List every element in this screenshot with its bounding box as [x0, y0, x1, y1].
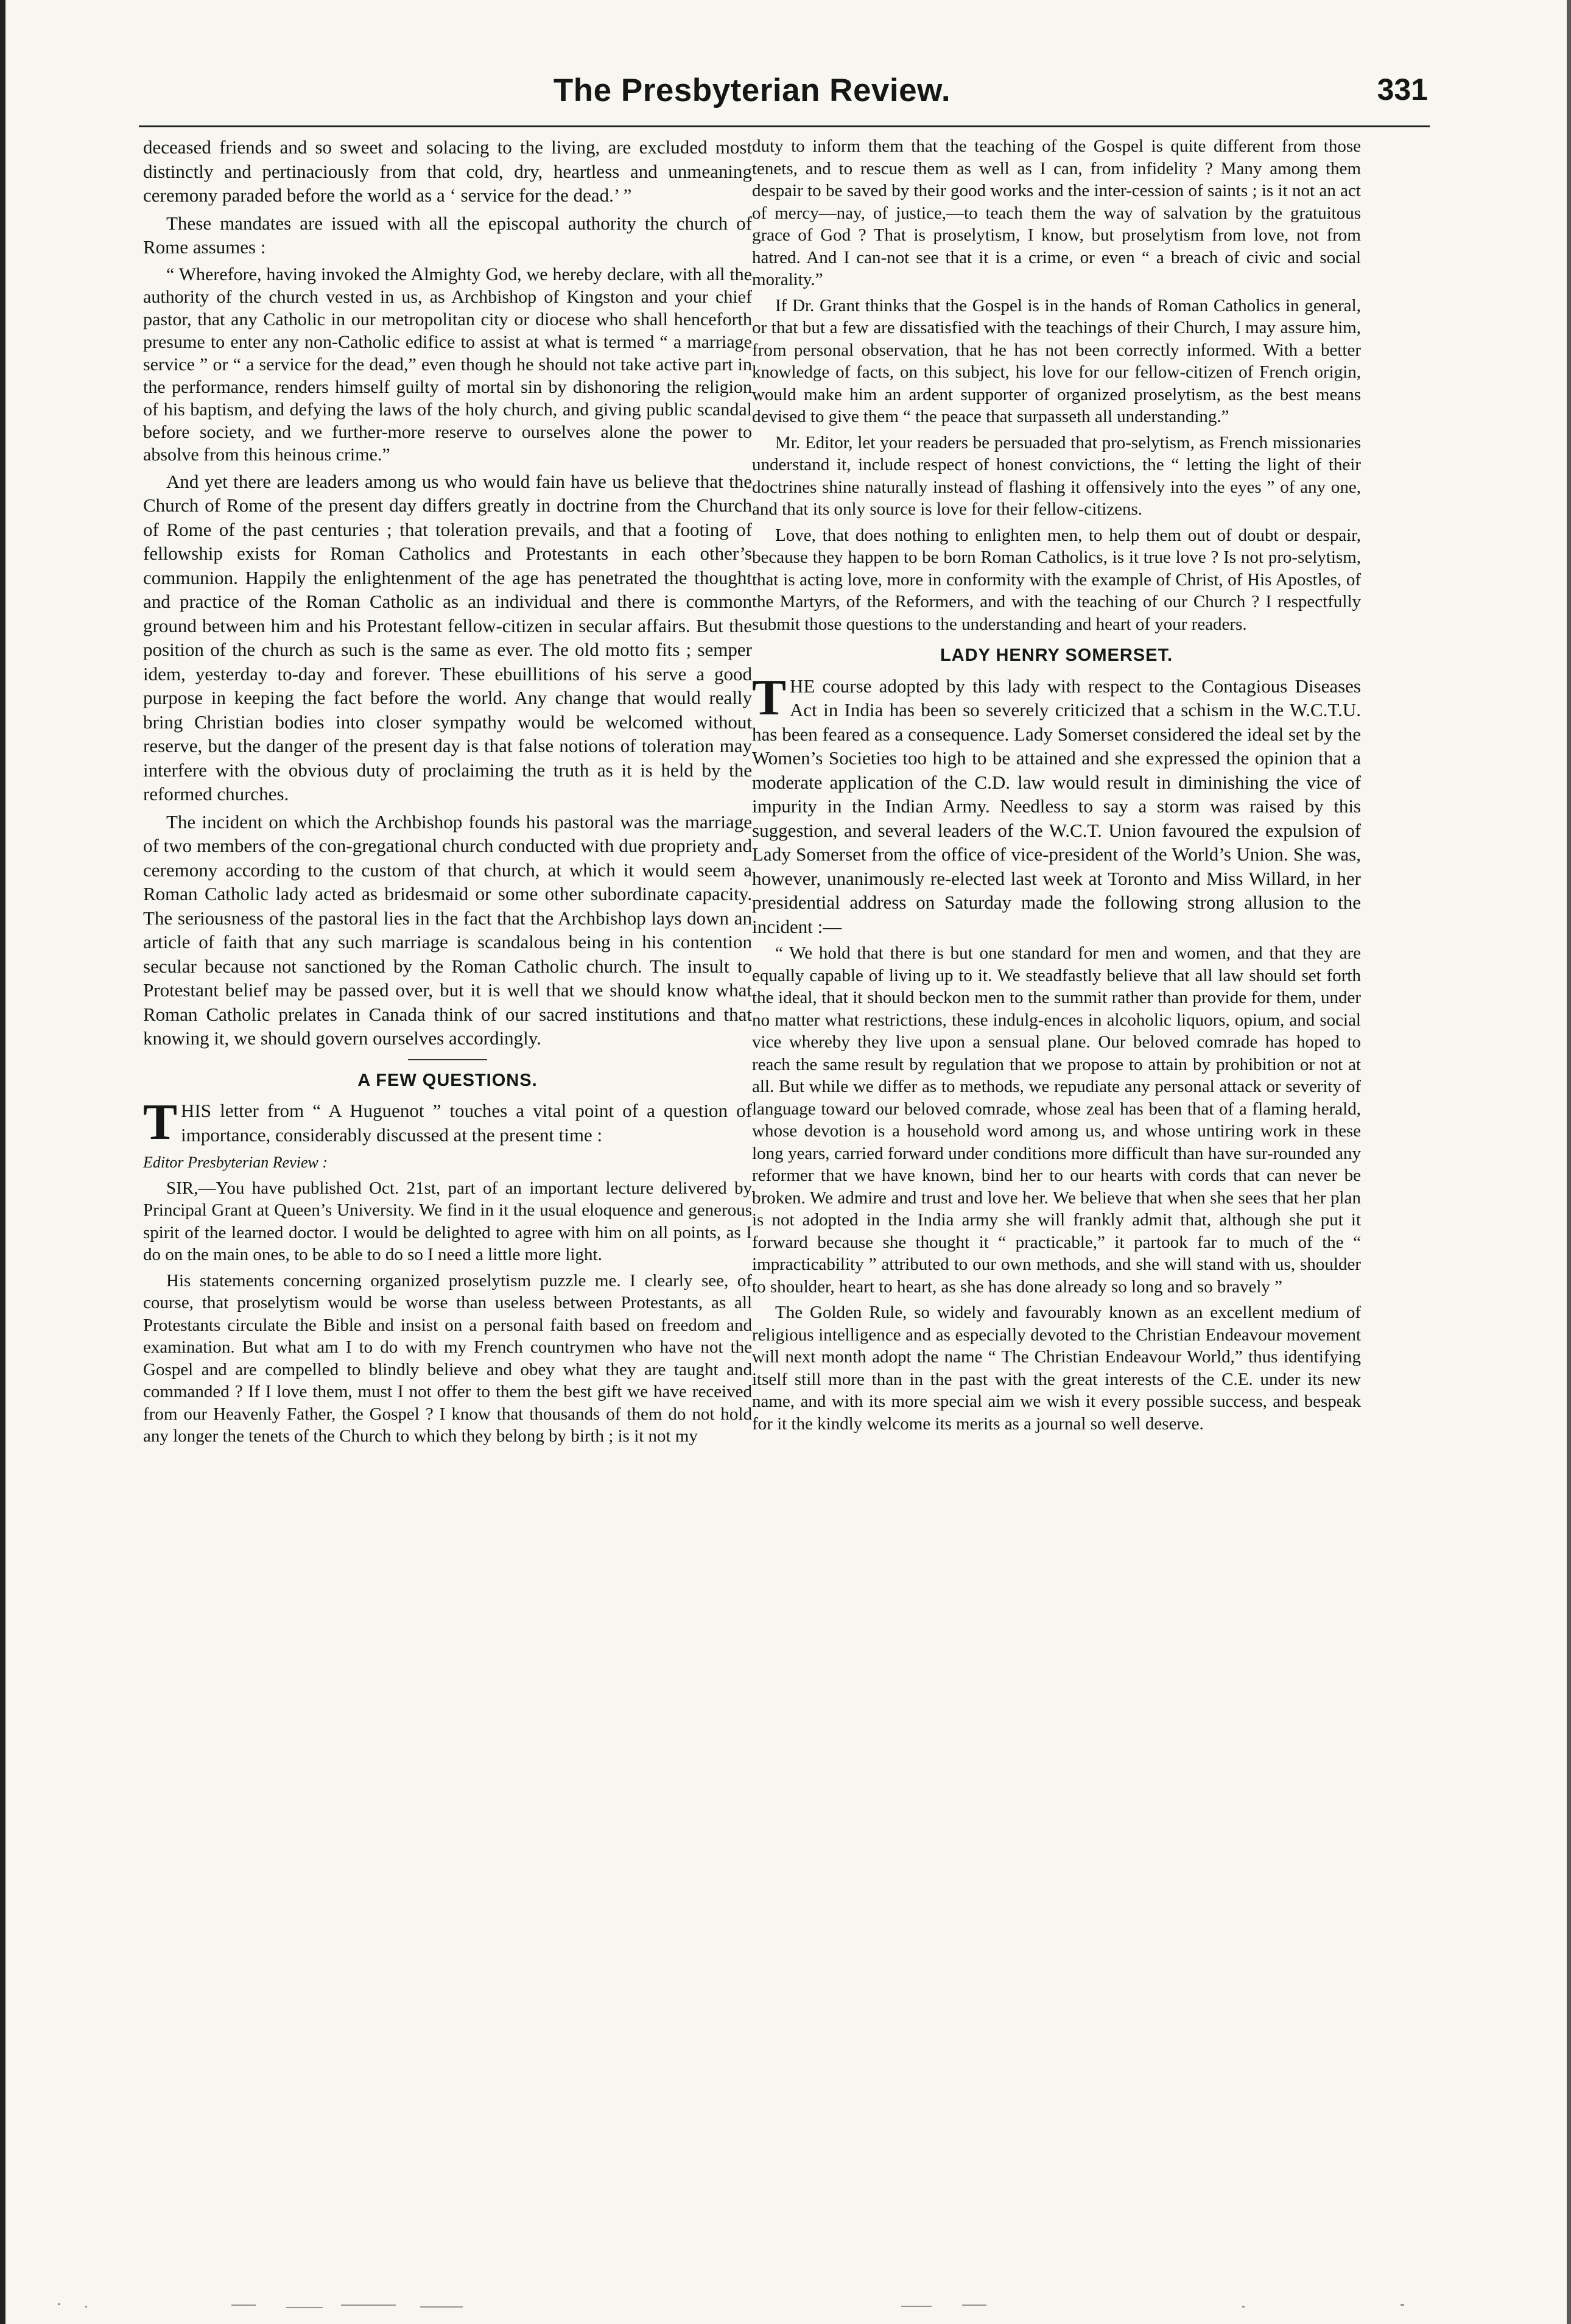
paragraph: deceased friends and so sweet and solacing to the living, are excluded most distinctly and pertinaciously from that cold, dry, heartless and unmeaning ceremony paraded before the world as a ‘ service for the dead.’ ”: [143, 136, 752, 206]
section-intro: HIS letter from “ A Huguenot ” touches a vital point of a question of importance, considerably discussed at the present time :: [181, 1100, 752, 1146]
closing-paragraph: The Golden Rule, so widely and favourably known as an excellent medium of religious intelligence and as especially devoted to the Christian Endeavour movement will next month adopt the name “ The Christian Endeavour World,” thus identifying itself still more than in the past with the great interests of the C.E. under its new name, and with its more special aim we wish it every possible success, and bespeak for it the kindly welcome its merits as a journal so well deserve.: [752, 1303, 1361, 1434]
left-column: [143, 135, 752, 1451]
scan-noise: [0, 2290, 1571, 2324]
scan-edge-right: [1567, 0, 1571, 2324]
page-number: 331: [1377, 72, 1428, 107]
quoted-mandate: “ Wherefore, having invoked the Almighty God, we hereby declare, with all the authority of the church vested in us, as Archbishop of Kingston and your chief pastor, that any Catholic in our metropolitan city or diocese who shall henceforth presume to enter any non-Catholic edifice to assist at what is termed “ a marriage service ” or “ a service for the dead,” even though he should not take active part in the performance, renders himself guilty of mortal sin by dishonoring the religion of his baptism, and defying the laws of the holy church, and giving public scandal before society, and we further-more reserve to ourselves alone the power to absolve from this heinous crime.”: [143, 264, 752, 465]
letter-paragraph: SIR,—You have published Oct. 21st, part of an important lecture delivered by Principal Grant at Queen’s University. We find in it the usual eloquence and generous spirit of the learned doctor. I would be delighted to agree with him on all points, as I do on the main ones, to be able to do so I need a little more light.: [143, 1178, 752, 1264]
letter-paragraph: His statements concerning organized proselytism puzzle me. I clearly see, of course, that proselytism would be worse than useless between Protestants, as all Protestants circulate the Bible and insist on a personal faith based on freedom and examination. But what am I to do with my French countrymen who have not the Gospel and are compelled to blindly believe and obey what they are taught and commanded ? If I love them, must I not offer to them the best gift we have received from our Heavenly Father, the Gospel ? I know that thousands of them do not hold any longer the tenets of the Church to which they belong by birth ; is it not my: [143, 1270, 752, 1446]
header-rule: [139, 125, 1430, 127]
letter-salutation: Editor Presbyterian Review :: [143, 1153, 328, 1171]
section-heading-few-questions: A FEW QUESTIONS.: [357, 1070, 538, 1090]
section-heading-lady-somerset: LADY HENRY SOMERSET.: [940, 646, 1173, 665]
section-divider: [408, 1059, 487, 1060]
scan-edge-left: [0, 0, 5, 2324]
paragraph: The incident on which the Archbishop founds his pastoral was the marriage of two members of the con-gregational church conducted with due propriety and ceremony according to the custom of that church, at which it would seem a Roman Catholic lady acted as bridesmaid or some other subordinate capacity. The seriousness of the pastoral lies in the fact that the Archbishop lays down an article of faith that any such marriage is scandalous being in his contention secular because not sanctioned by the Roman Catholic church. The insult to Protestant belief may be passed over, but it is well that we should know what Roman Catholic prelates in Canada think of our sacred institutions and that knowing it, we should govern ourselves accordingly.: [143, 811, 752, 1049]
paragraph: These mandates are issued with all the episcopal authority the church of Rome assumes :: [143, 212, 752, 258]
running-title: The Presbyterian Review.: [553, 72, 951, 108]
letter-paragraph: Love, that does nothing to enlighten men, to help them out of doubt or despair, because they happen to be born Roman Catholics, is it true love ? Is not pro-selytism, that is acting love, more in conformity with the example of Christ, of His Apostles, of the Martyrs, of the Reformers, and with the teaching of our Church ? I respectfully submit those questions to the understanding and heart of your readers.: [752, 525, 1361, 634]
paragraph: And yet there are leaders among us who would fain have us believe that the Church of Rome of the present day differs greatly in doctrine from the Church of Rome of the past centuries ; that toleration prevails, and that a footing of fellowship exists for Roman Catholics and Protestants in each other’s communion. Happily the enlightenment of the age has penetrated the thought and practice of the Roman Catholic as an individual and there is common ground between him and his Protestant fellow-citizen in secular affairs. But the position of the church as such is the same as ever. The old motto fits ; semper idem, yesterday to-day and forever. These ebuillitions of his serve a good purpose in keeping the fact before the world. Any change that would really bring Christian bodies into closer sympathy would be welcomed without reserve, but the danger of the present day is that false notions of toleration may interfere with the obvious duty of proclaiming the truth as it is held by the reformed churches.: [143, 470, 752, 805]
section-intro: HE course adopted by this lady with respect to the Contagious Diseases Act in India has been so severely criticized that a schism in the W.C.T.U. has been feared as a consequence. Lady Somerset considered the ideal set by the Women’s Societies too high to be attained and she expressed the opinion that a moderate application of the C.D. law would result in diminishing the vice of impurity in the Indian Army. Needless to say a storm was raised by this suggestion, and several leaders of the W.C.T. Union favoured the expulsion of Lady Somerset from the office of vice-president of the World’s Union. She was, however, unanimously re-elected last week at Toronto and Miss Willard, in her presidential address on Saturday made the following strong allusion to the incident :—: [752, 675, 1361, 937]
page-header: [143, 72, 1428, 119]
letter-paragraph: duty to inform them that the teaching of the Gospel is quite different from those tenets, and to rescue them as well as I can, from infidelity ? Many among them despair to be saved by their good works and the inter-cession of saints ; is it not an act of mercy—nay, of justice,—to teach them the way of salvation by the gratuitous grace of God ? That is proselytism, I know, but proselytism from love, not from hatred. And I can-not see that it is a crime, or even “ a breach of civic and social morality.”: [752, 136, 1361, 289]
letter-paragraph: Mr. Editor, let your readers be persuaded that pro-selytism, as French missionaries understand it, include respect of honest convictions, the “ letting the light of their doctrines shine naturally instead of flashing it offensively into the eyes ” of any one, and that its only source is love for their fellow-citizens.: [752, 432, 1361, 519]
drop-cap: T: [143, 1094, 178, 1150]
letter-paragraph: If Dr. Grant thinks that the Gospel is in the hands of Roman Catholics in general, or that but a few are dissatisfied with the teachings of their Church, I may assure him, from personal observation, that he has not been correctly informed. With a better knowledge of facts, on this subject, his love for our fellow-citizen of French origin, would make him an ardent supporter of organized proselytism, as the best means devised to give them “ the peace that surpasseth all understanding.”: [752, 295, 1361, 426]
right-column: [752, 135, 1361, 1438]
drop-cap: T: [752, 669, 787, 726]
quoted-address: “ We hold that there is but one standard for men and women, and that they are equally capable of living up to it. We steadfastly believe that all law should set forth the ideal, that it should beckon men to the summit rather than provide for them, under no matter what restrictions, these indulg-ences in alcoholic liquors, opium, and social vice whereby they live upon a sensual plane. Our beloved comrade has hoped to reach the same result by regulation that we propose to attain by prohibition or not at all. But while we differ as to methods, we repudiate any personal attack or severity of language toward our beloved comrade, whose zeal has been that of a flaming herald, whose devotion is a household word among us, and whose untiring work in these long years, carried forward under conditions more difficult than have sur-rounded any reformer that we have known, bind her to our hearts with cords that can never be broken. We admire and trust and love her. We believe that when she sees that her plan is not adopted in the India army she will frankly admit that, although she put it forward because she thought it “ practicable,” it partook far to much of the “ impracticability ” attributed to our own methods, and she will stand with us, shoulder to shoulder, heart to heart, as she has done already so long and so bravely ”: [752, 943, 1361, 1297]
